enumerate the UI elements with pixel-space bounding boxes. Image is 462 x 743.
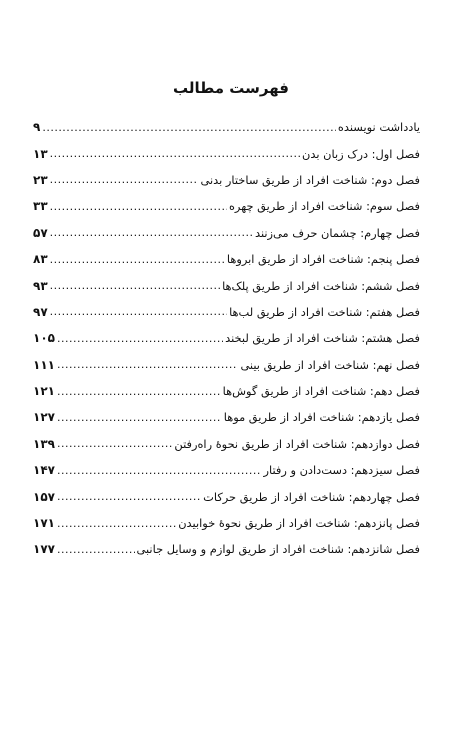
toc-entry-page: ۹۳ xyxy=(33,278,48,293)
dot-leader xyxy=(57,464,261,477)
toc-entry[interactable] xyxy=(33,352,420,378)
toc-entry-page: ۱۵۷ xyxy=(33,489,55,504)
toc-entry[interactable] xyxy=(33,193,420,219)
toc-entry[interactable] xyxy=(33,536,420,562)
toc-entry[interactable] xyxy=(33,140,420,166)
dot-leader xyxy=(42,121,336,134)
toc-entry-label: فصل ششم: شناخت افراد از طریق پلک‌ها xyxy=(222,278,420,293)
toc-entry-page: ۵۷ xyxy=(33,225,48,240)
toc-entry[interactable] xyxy=(33,220,420,246)
dot-leader xyxy=(57,358,238,371)
toc-entry[interactable] xyxy=(33,457,420,483)
toc-entry-page: ۸۳ xyxy=(33,252,48,267)
toc-entry-page: ۱۱۱ xyxy=(33,357,55,372)
dot-leader xyxy=(57,411,222,424)
toc-entry-page: ۹ xyxy=(33,120,41,135)
dot-leader xyxy=(57,543,135,556)
toc-entry-label: فصل چهارم: چشمان حرف می‌زنند xyxy=(254,225,420,240)
toc-entry-label: فصل نهم: شناخت افراد از طریق بینی xyxy=(240,357,420,372)
toc-entry-page: ۱۳۹ xyxy=(33,436,55,451)
toc-entry-label: فصل چهاردهم: شناخت افراد از طریق حرکات xyxy=(203,489,420,504)
toc-entry-page: ۱۴۷ xyxy=(33,463,55,478)
dot-leader xyxy=(57,517,176,530)
dot-leader xyxy=(57,437,172,450)
dot-leader xyxy=(50,173,199,186)
toc-entry[interactable] xyxy=(33,483,420,509)
toc-list xyxy=(33,114,420,563)
toc-entry-label: فصل سیزدهم: دست‌دادن و رفتار xyxy=(263,463,420,478)
dot-leader xyxy=(50,253,225,266)
toc-entry[interactable] xyxy=(33,404,420,430)
toc-entry-page: ۱۷۷ xyxy=(33,542,55,557)
toc-entry-page: ۹۷ xyxy=(33,304,48,319)
toc-entry-label: فصل هشتم: شناخت افراد از طریق لبخند xyxy=(225,331,420,346)
dot-leader xyxy=(50,147,300,160)
toc-entry-label: فصل دوم: شناخت افراد از طریق ساختار بدنی xyxy=(200,172,420,187)
toc-entry-page: ۱۳ xyxy=(33,146,48,161)
toc-entry-page: ۳۳ xyxy=(33,199,48,214)
dot-leader xyxy=(50,305,227,318)
toc-entry-page: ۱۰۵ xyxy=(33,331,55,346)
dot-leader xyxy=(50,200,227,213)
toc-entry-label: فصل پنجم: شناخت افراد از طریق ابروها xyxy=(226,252,420,267)
toc-entry-label: یادداشت نویسنده xyxy=(337,120,420,135)
dot-leader xyxy=(57,490,201,503)
toc-entry[interactable] xyxy=(33,325,420,351)
dot-leader xyxy=(50,279,220,292)
toc-entry-page: ۱۲۱ xyxy=(33,384,55,399)
toc-entry[interactable] xyxy=(33,167,420,193)
toc-entry-label: فصل شانزدهم: شناخت افراد از طریق لوازم و وسایل جانبی xyxy=(136,542,420,557)
toc-entry-label: فصل هفتم: شناخت افراد از طریق لب‌ها xyxy=(229,304,420,319)
toc-entry-label: فصل دوازدهم: شناخت افراد از طریق نحوهٔ راه‌رفتن xyxy=(174,436,420,451)
dot-leader xyxy=(57,332,223,345)
dot-leader xyxy=(50,226,253,239)
toc-entry-label: فصل یازدهم: شناخت افراد از طریق موها xyxy=(223,410,420,425)
toc-entry-label: فصل دهم: شناخت افراد از طریق گوش‌ها xyxy=(222,384,420,399)
toc-entry[interactable] xyxy=(33,114,420,140)
toc-entry-page: ۱۲۷ xyxy=(33,410,55,425)
dot-leader xyxy=(57,385,221,398)
toc-entry-page: ۲۳ xyxy=(33,172,48,187)
toc-title: فهرست مطالب xyxy=(173,79,289,97)
toc-entry-label: فصل اول: درک زبان بدن xyxy=(302,146,420,161)
toc-entry[interactable] xyxy=(33,246,420,272)
toc-entry[interactable] xyxy=(33,378,420,404)
toc-entry[interactable] xyxy=(33,272,420,298)
toc-entry-label: فصل سوم: شناخت افراد از طریق چهره xyxy=(228,199,420,214)
toc-entry[interactable] xyxy=(33,299,420,325)
toc-entry-page: ۱۷۱ xyxy=(33,516,55,531)
toc-entry[interactable] xyxy=(33,510,420,536)
toc-entry[interactable] xyxy=(33,431,420,457)
toc-entry-label: فصل پانزدهم: شناخت افراد از طریق نحوهٔ خوابیدن xyxy=(178,516,420,531)
